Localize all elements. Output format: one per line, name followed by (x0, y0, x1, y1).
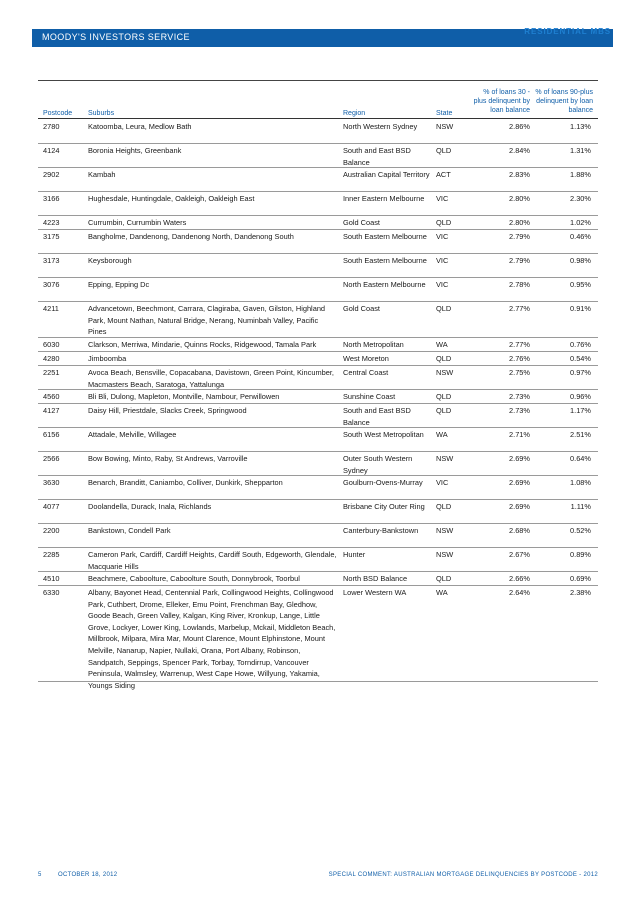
table-row (38, 548, 598, 572)
table-row (38, 144, 598, 168)
cell-region: Hunter (343, 550, 366, 559)
cell-state: WA (436, 588, 448, 597)
cell-pct30: 2.77% (509, 340, 530, 349)
cell-state: WA (436, 430, 448, 439)
table-row (38, 390, 598, 404)
cell-state: VIC (436, 256, 449, 265)
cell-region: North Metropolitan (343, 340, 404, 349)
cell-suburbs: Hughesdale, Huntingdale, Oakleigh, Oakleigh East (88, 194, 255, 203)
cell-pct30: 2.84% (509, 146, 530, 155)
cell-pct90: 0.91% (570, 304, 591, 313)
cell-region: Gold Coast (343, 304, 380, 313)
cell-postcode: 2566 (43, 454, 60, 463)
cell-pct30: 2.66% (509, 574, 530, 583)
table-row (38, 338, 598, 352)
cell-state: QLD (436, 146, 452, 155)
table-row (38, 428, 598, 452)
cell-suburbs: Advancetown, Beechmont, Carrara, Clagiraba, Gaven, Gilston, Highland Park, Mount Nathan, Natural Bridge, Nerang, Numinbah Valley, Pacific Pines (88, 304, 326, 337)
cell-suburbs: Epping, Epping Dc (88, 280, 150, 289)
cell-pct90: 1.08% (570, 478, 591, 487)
cell-region: Central Coast (343, 368, 389, 377)
cell-pct90: 0.89% (570, 550, 591, 559)
cell-suburbs: Benarch, Branditt, Caniambo, Colliver, Dunkirk, Shepparton (88, 478, 283, 487)
cell-state: VIC (436, 478, 449, 487)
cell-suburbs: Doolandella, Durack, Inala, Richlands (88, 502, 212, 511)
cell-pct30: 2.73% (509, 406, 530, 415)
table-row (38, 476, 598, 500)
cell-postcode: 4211 (43, 304, 59, 313)
cell-postcode: 4124 (43, 146, 60, 155)
page-number: 5 (38, 872, 42, 878)
cell-pct30: 2.71% (509, 430, 530, 439)
table-row (38, 500, 598, 524)
col-header-postcode: Postcode (43, 110, 73, 117)
page-footer (38, 872, 598, 882)
cell-region: South Eastern Melbourne (343, 232, 427, 241)
cell-pct90: 0.96% (570, 392, 591, 401)
cell-pct90: 1.88% (570, 170, 591, 179)
cell-state: QLD (436, 218, 452, 227)
cell-suburbs: Bangholme, Dandenong, Dandenong North, Dandenong South (88, 232, 294, 241)
cell-region: Brisbane City Outer Ring (343, 502, 425, 511)
cell-region: Outer South Western Sydney (343, 454, 413, 475)
cell-postcode: 4280 (43, 354, 60, 363)
cell-region: Gold Coast (343, 218, 380, 227)
cell-postcode: 2902 (43, 170, 60, 179)
cell-suburbs: Bow Bowing, Minto, Raby, St Andrews, Varroville (88, 454, 248, 463)
cell-region: Australian Capital Territory (343, 170, 430, 179)
cell-postcode: 4223 (43, 218, 60, 227)
cell-state: QLD (436, 406, 452, 415)
cell-pct90: 1.17% (570, 406, 591, 415)
col-header-pct90: % of loans 90-plus delinquent by loan balance (535, 89, 593, 114)
cell-pct30: 2.78% (509, 280, 530, 289)
section-label: RESIDENTIAL MBS (524, 27, 611, 36)
cell-postcode: 6030 (43, 340, 60, 349)
table-row (38, 120, 598, 144)
footer-title: SPECIAL COMMENT: AUSTRALIAN MORTGAGE DELINQUENCIES BY POSTCODE - 2012 (328, 872, 598, 878)
cell-pct90: 0.97% (570, 368, 591, 377)
cell-suburbs: Avoca Beach, Bensville, Copacabana, Davistown, Green Point, Kincumber, Macmasters Beach, Saratoga, Yattalunga (88, 368, 334, 389)
table-row (38, 404, 598, 428)
cell-pct30: 2.76% (509, 354, 530, 363)
cell-suburbs: Katoomba, Leura, Medlow Bath (88, 122, 192, 131)
header-rule (38, 118, 598, 119)
cell-state: QLD (436, 304, 452, 313)
cell-pct30: 2.77% (509, 304, 530, 313)
table-row (38, 192, 598, 216)
cell-state: ACT (436, 170, 451, 179)
cell-pct90: 1.11% (570, 502, 591, 511)
cell-region: North Eastern Melbourne (343, 280, 426, 289)
cell-pct30: 2.67% (509, 550, 530, 559)
cell-postcode: 4077 (43, 502, 60, 511)
cell-postcode: 6156 (43, 430, 60, 439)
cell-region: Lower Western WA (343, 588, 407, 597)
cell-suburbs: Keysborough (88, 256, 132, 265)
cell-region: Sunshine Coast (343, 392, 396, 401)
table-row (38, 254, 598, 278)
cell-postcode: 3630 (43, 478, 60, 487)
col-header-state: State (436, 110, 453, 117)
col-header-suburbs: Suburbs (88, 110, 115, 117)
cell-suburbs: Jimboomba (88, 354, 127, 363)
cell-pct30: 2.79% (509, 232, 530, 241)
cell-pct30: 2.80% (509, 218, 530, 227)
cell-state: NSW (436, 550, 454, 559)
cell-suburbs: Boronia Heights, Greenbank (88, 146, 182, 155)
table-row (38, 366, 598, 390)
cell-suburbs: Attadale, Melville, Willagee (88, 430, 177, 439)
cell-postcode: 3175 (43, 232, 60, 241)
table-row (38, 452, 598, 476)
col-header-pct30: % of loans 30 - plus delinquent by loan balance (473, 89, 530, 114)
cell-postcode: 2200 (43, 526, 60, 535)
cell-state: VIC (436, 280, 449, 289)
cell-state: VIC (436, 194, 449, 203)
cell-region: Goulburn-Ovens-Murray (343, 478, 423, 487)
cell-pct90: 1.31% (570, 146, 591, 155)
cell-postcode: 2251 (43, 368, 60, 377)
cell-pct30: 2.80% (509, 194, 530, 203)
cell-state: NSW (436, 526, 454, 535)
cell-state: WA (436, 340, 448, 349)
cell-pct30: 2.69% (509, 478, 530, 487)
cell-state: NSW (436, 368, 454, 377)
cell-pct30: 2.75% (509, 368, 530, 377)
cell-pct30: 2.83% (509, 170, 530, 179)
cell-state: QLD (436, 392, 452, 401)
cell-region: West Moreton (343, 354, 389, 363)
table-row (38, 168, 598, 192)
cell-pct30: 2.73% (509, 392, 530, 401)
cell-postcode: 4560 (43, 392, 60, 401)
cell-state: NSW (436, 454, 454, 463)
cell-postcode: 6330 (43, 588, 60, 597)
cell-state: NSW (436, 122, 454, 131)
cell-suburbs: Bankstown, Condell Park (88, 526, 171, 535)
table-row (38, 216, 598, 230)
cell-suburbs: Kambah (88, 170, 116, 179)
table-row (38, 572, 598, 586)
cell-pct90: 0.69% (570, 574, 591, 583)
cell-state: QLD (436, 354, 452, 363)
cell-region: North Western Sydney (343, 122, 418, 131)
cell-pct90: 0.46% (570, 232, 591, 241)
table-row (38, 302, 598, 338)
cell-pct90: 0.98% (570, 256, 591, 265)
cell-pct30: 2.69% (509, 502, 530, 511)
cell-pct30: 2.86% (509, 122, 530, 131)
cell-pct90: 0.52% (570, 526, 591, 535)
cell-suburbs: Cameron Park, Cardiff, Cardiff Heights, Cardiff South, Edgeworth, Glendale, Macquarie Hills (88, 550, 337, 571)
cell-pct90: 2.51% (570, 430, 591, 439)
cell-postcode: 3166 (43, 194, 60, 203)
cell-pct90: 1.13% (570, 122, 591, 131)
cell-suburbs: Albany, Bayonet Head, Centennial Park, Collingwood Heights, Collingwood Park, Cuthbert, Drome, Elleker, Emu Point, Frenchman Bay, Gledhow, Goode Beach, Green Valley, Kalgan, King River, Kronkup, Lange, Little Grove, Lockyer, Lower King, Lowlands, Marbelup, Mckail, Middleton Beach, Millbrook, Milpara, Mira Mar, Mount Clarence, Mount Elphinstone, Mount Melville, Nanarup, Napier, Nullaki, Orana, Port Albany, Robinson, Sandpatch, Seppings, Spencer Park, Torbay, Torndirrup, Vancouver Peninsula, Walmsley, Warrenup, West Cape Howe, Willyung, Yakamia, Youngs Siding (88, 588, 336, 690)
table-body (38, 120, 598, 690)
cell-region: North BSD Balance (343, 574, 408, 583)
cell-suburbs: Clarkson, Merriwa, Mindarie, Quinns Rocks, Ridgewood, Tamala Park (88, 340, 317, 349)
cell-region: South and East BSD Balance (343, 406, 411, 427)
table-row (38, 586, 598, 690)
brand-name: MOODY'S INVESTORS SERVICE (42, 32, 190, 42)
cell-postcode: 3076 (43, 280, 60, 289)
cell-suburbs: Currumbin, Currumbin Waters (88, 218, 187, 227)
cell-postcode: 2285 (43, 550, 60, 559)
cell-pct30: 2.68% (509, 526, 530, 535)
cell-pct90: 1.02% (570, 218, 591, 227)
cell-state: VIC (436, 232, 449, 241)
cell-pct30: 2.69% (509, 454, 530, 463)
cell-suburbs: Daisy Hill, Priestdale, Slacks Creek, Springwood (88, 406, 247, 415)
cell-pct30: 2.79% (509, 256, 530, 265)
cell-postcode: 4127 (43, 406, 60, 415)
cell-suburbs: Bli Bli, Dulong, Mapleton, Montville, Nambour, Perwillowen (88, 392, 280, 401)
cell-pct30: 2.64% (509, 588, 530, 597)
cell-region: South Eastern Melbourne (343, 256, 427, 265)
cell-state: QLD (436, 502, 452, 511)
cell-pct90: 0.76% (570, 340, 591, 349)
cell-pct90: 0.64% (570, 454, 591, 463)
cell-postcode: 3173 (43, 256, 60, 265)
cell-region: Inner Eastern Melbourne (343, 194, 425, 203)
cell-postcode: 4510 (43, 574, 60, 583)
cell-pct90: 0.54% (570, 354, 591, 363)
table-row (38, 524, 598, 548)
cell-region: South West Metropolitan (343, 430, 424, 439)
cell-pct90: 2.38% (570, 588, 591, 597)
table-top-rule (38, 80, 598, 81)
cell-pct90: 0.95% (570, 280, 591, 289)
table-row (38, 278, 598, 302)
cell-region: South and East BSD Balance (343, 146, 411, 167)
col-header-region: Region (343, 110, 366, 117)
cell-state: QLD (436, 574, 452, 583)
table-row (38, 352, 598, 366)
cell-pct90: 2.30% (570, 194, 591, 203)
footer-date: OCTOBER 18, 2012 (58, 872, 118, 878)
table-row (38, 230, 598, 254)
cell-region: Canterbury-Bankstown (343, 526, 419, 535)
cell-postcode: 2780 (43, 122, 60, 131)
cell-suburbs: Beachmere, Caboolture, Caboolture South, Donnybrook, Toorbul (88, 574, 300, 583)
